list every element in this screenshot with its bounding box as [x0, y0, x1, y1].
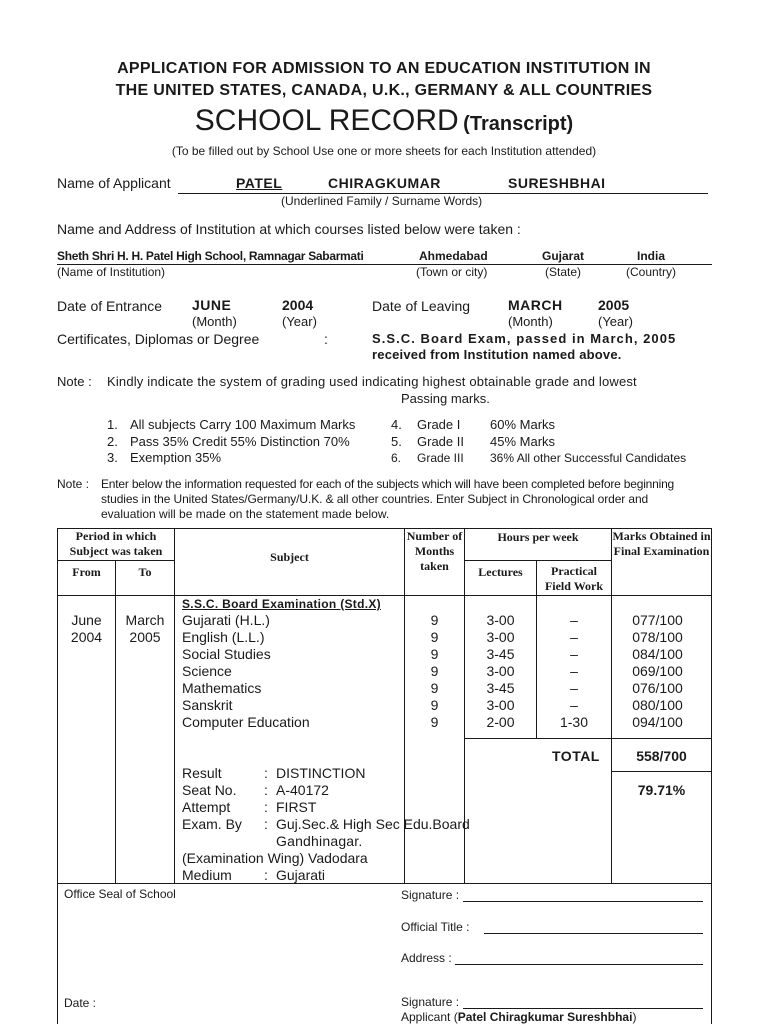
- address-line[interactable]: [455, 964, 703, 965]
- grading-item-num: 1.: [107, 417, 118, 432]
- leaving-label: Date of Leaving: [372, 298, 471, 314]
- result-label: Seat No.: [182, 782, 237, 798]
- applicant-middle-name: SURESHBHAI: [508, 175, 606, 191]
- applicant-hint: (Underlined Family / Surname Words): [281, 194, 483, 208]
- address-label: Address :: [401, 951, 452, 965]
- grading-item-num: 2.: [107, 433, 118, 449]
- institution-country: India: [637, 249, 666, 263]
- months-value: 9: [430, 646, 439, 662]
- grading-item-text: Pass 35% Credit 55% Distinction 70%: [130, 433, 350, 449]
- grading-item-text: All subjects Carry 100 Maximum Marks: [130, 417, 356, 432]
- applicant-prefix: Applicant (: [401, 1010, 458, 1024]
- result-colon: :: [264, 765, 268, 781]
- months-value: 9: [430, 680, 439, 696]
- applicant-footer-name: Patel Chiragkumar Sureshbhai: [457, 1010, 633, 1024]
- grading-item-grade: Grade I: [417, 417, 461, 432]
- practical-value: –: [570, 680, 578, 696]
- leaving-month-hint: (Month): [508, 314, 553, 329]
- medium-value: Gujarati: [276, 867, 326, 883]
- marks-value: 076/100: [632, 680, 683, 696]
- to-year: 2005: [129, 629, 161, 645]
- subject-name: Sanskrit: [182, 697, 233, 713]
- applicant-suffix: ): [632, 1010, 637, 1024]
- signature2-line[interactable]: [463, 1008, 703, 1009]
- header-period: Period in which Subject was taken: [69, 529, 163, 558]
- signature2-label: Signature :: [401, 995, 460, 1009]
- lectures-value: 3-00: [486, 697, 515, 713]
- grading-item-num: 5.: [391, 433, 402, 449]
- from-month: June: [71, 612, 102, 628]
- months-value: 9: [430, 612, 439, 628]
- subject-name: Science: [182, 663, 232, 679]
- exam-by-line-2: Gandhinagar.: [276, 833, 363, 849]
- grading-note-line-2: Passing marks.: [401, 391, 490, 406]
- exam-wing: (Examination Wing) Vadodara: [182, 850, 368, 866]
- entrance-year-hint: (Year): [282, 314, 317, 329]
- header-subject: Subject: [270, 550, 309, 564]
- entry-note-line-2: studies in the United States/Germany/U.K. & all other countries. Enter Subject in Chronological order and: [101, 492, 649, 506]
- leaving-month: MARCH: [508, 297, 563, 313]
- subject-name: Social Studies: [182, 646, 271, 662]
- applicant-label: Name of Applicant: [57, 175, 171, 191]
- header-line-2: THE UNITED STATES, CANADA, U.K., GERMANY & ALL COUNTRIES: [115, 82, 653, 99]
- marks-value: 077/100: [632, 612, 683, 628]
- lectures-value: 3-45: [486, 646, 515, 662]
- lectures-value: 2-00: [486, 714, 515, 730]
- grading-item-marks: 60% Marks: [490, 417, 556, 432]
- practical-value: –: [570, 697, 578, 713]
- grading-item-num: 4.: [391, 417, 402, 432]
- subject-name: Mathematics: [182, 680, 262, 696]
- practical-value: –: [570, 629, 578, 645]
- practical-value: –: [570, 612, 578, 628]
- title-main: SCHOOL RECORD: [194, 104, 459, 137]
- lectures-value: 3-00: [486, 612, 515, 628]
- leaving-year: 2005: [598, 297, 630, 313]
- total-label: TOTAL: [552, 748, 600, 764]
- entry-note-line-1: Enter below the information requested for each of the subjects which will have been completed before beginning: [101, 477, 675, 491]
- office-seal-label: Office Seal of School: [64, 887, 176, 901]
- marks-value: 084/100: [632, 646, 683, 662]
- certificates-line-1: S.S.C. Board Exam, passed in March, 2005: [372, 331, 677, 346]
- percentage: 79.71%: [637, 782, 686, 798]
- result-label: Attempt: [182, 799, 231, 815]
- official-title-label: Official Title :: [401, 920, 470, 934]
- header-practical: Practical Field Work: [544, 564, 604, 593]
- months-value: 9: [430, 663, 439, 679]
- months-value: 9: [430, 714, 439, 730]
- period-from: [58, 612, 115, 646]
- subject-name: Computer Education: [182, 714, 310, 730]
- header-marks: Marks Obtained in Final Examination: [612, 529, 711, 558]
- institution-state-hint: (State): [545, 265, 582, 279]
- institution-name: Sheth Shri H. H. Patel High School, Ramnagar Sabarmati: [57, 249, 364, 263]
- to-month: March: [125, 612, 165, 628]
- lectures-value: 3-45: [486, 680, 515, 696]
- certificates-colon: :: [324, 331, 328, 347]
- result-value: DISTINCTION: [276, 765, 366, 781]
- applicant-surname: PATEL: [236, 175, 283, 191]
- entrance-label: Date of Entrance: [57, 298, 163, 314]
- entrance-year: 2004: [282, 297, 314, 313]
- from-year: 2004: [70, 629, 103, 645]
- months-value: 9: [430, 697, 439, 713]
- subject-name: Gujarati (H.L.): [182, 612, 270, 628]
- result-colon: :: [264, 799, 268, 815]
- header-line-1: APPLICATION FOR ADMISSION TO AN EDUCATION INSTITUTION IN: [117, 60, 651, 77]
- result-value: Guj.Sec.& High Sec Edu.Board: [276, 816, 470, 832]
- result-value: A-40172: [276, 782, 329, 798]
- result-label: Exam. By: [182, 816, 242, 832]
- grading-item-text: Exemption 35%: [130, 450, 222, 465]
- certificates-line-2: received from Institution named above.: [372, 347, 622, 362]
- months-value: 9: [430, 629, 439, 645]
- header-to: To: [138, 565, 152, 579]
- page-title: [0, 104, 768, 138]
- grading-note-prefix: Note :: [57, 374, 92, 389]
- result-label: Result: [182, 765, 222, 781]
- lectures-value: 3-00: [486, 629, 515, 645]
- medium-label: Medium: [182, 867, 232, 883]
- institution-state: Gujarat: [542, 249, 585, 263]
- result-colon: :: [264, 816, 268, 832]
- marks-value: 094/100: [632, 714, 683, 730]
- certificates-label: Certificates, Diplomas or Degree: [57, 331, 260, 347]
- medium-colon: :: [264, 867, 268, 883]
- leaving-year-hint: (Year): [598, 314, 633, 329]
- grading-item-grade: Grade III: [417, 451, 464, 465]
- grading-item-num: 6.: [391, 451, 402, 465]
- practical-value: –: [570, 646, 578, 662]
- header-months: Number of Months taken: [406, 529, 463, 573]
- date-label: Date :: [64, 996, 97, 1010]
- grading-item-marks: 45% Marks: [490, 433, 556, 449]
- institution-city: Ahmedabad: [419, 249, 488, 263]
- institution-name-hint: (Name of Institution): [57, 265, 166, 279]
- instruction-text: (To be filled out by School Use one or more sheets for each Institution attended): [171, 144, 597, 158]
- grading-note-line-1: Kindly indicate the system of grading used indicating highest obtainable grade and lowest: [107, 374, 637, 389]
- subject-name: English (L.L.): [182, 629, 265, 645]
- title-sub: (Transcript): [463, 113, 574, 135]
- grading-item-num: 3.: [107, 450, 118, 465]
- header-lectures: Lectures: [478, 565, 523, 579]
- entrance-month-hint: (Month): [192, 314, 237, 329]
- grading-item-grade: Grade II: [417, 433, 464, 449]
- applicant-first-name: CHIRAGKUMAR: [328, 175, 441, 191]
- header-hours: Hours per week: [497, 530, 579, 544]
- result-value: FIRST: [276, 799, 317, 815]
- marks-value: 080/100: [632, 697, 683, 713]
- result-colon: :: [264, 782, 268, 798]
- entry-note-prefix: Note :: [57, 477, 90, 491]
- header-from: From: [72, 565, 101, 579]
- lectures-value: 3-00: [486, 663, 515, 679]
- period-to: [116, 612, 174, 646]
- signature-label: Signature :: [401, 888, 460, 902]
- entrance-month: JUNE: [192, 297, 232, 313]
- total-marks: 558/700: [636, 748, 687, 764]
- institution-country-hint: (Country): [626, 265, 677, 279]
- institution-city-hint: (Town or city): [416, 265, 488, 279]
- practical-value: 1-30: [559, 714, 589, 730]
- entry-note-line-3: evaluation will be made on the statement made below.: [101, 507, 390, 521]
- institution-prompt: Name and Address of Institution at which courses listed below were taken :: [57, 221, 521, 237]
- grading-item-marks: 36% All other Successful Candidates: [490, 451, 687, 465]
- practical-value: –: [570, 663, 578, 679]
- official-title-line[interactable]: [484, 933, 703, 934]
- exam-heading: S.S.C. Board Examination (Std.X): [182, 597, 381, 611]
- marks-value: 069/100: [632, 663, 683, 679]
- applicant-signature-line: [401, 1010, 636, 1024]
- marks-value: 078/100: [632, 629, 683, 645]
- signature-line[interactable]: [463, 901, 703, 902]
